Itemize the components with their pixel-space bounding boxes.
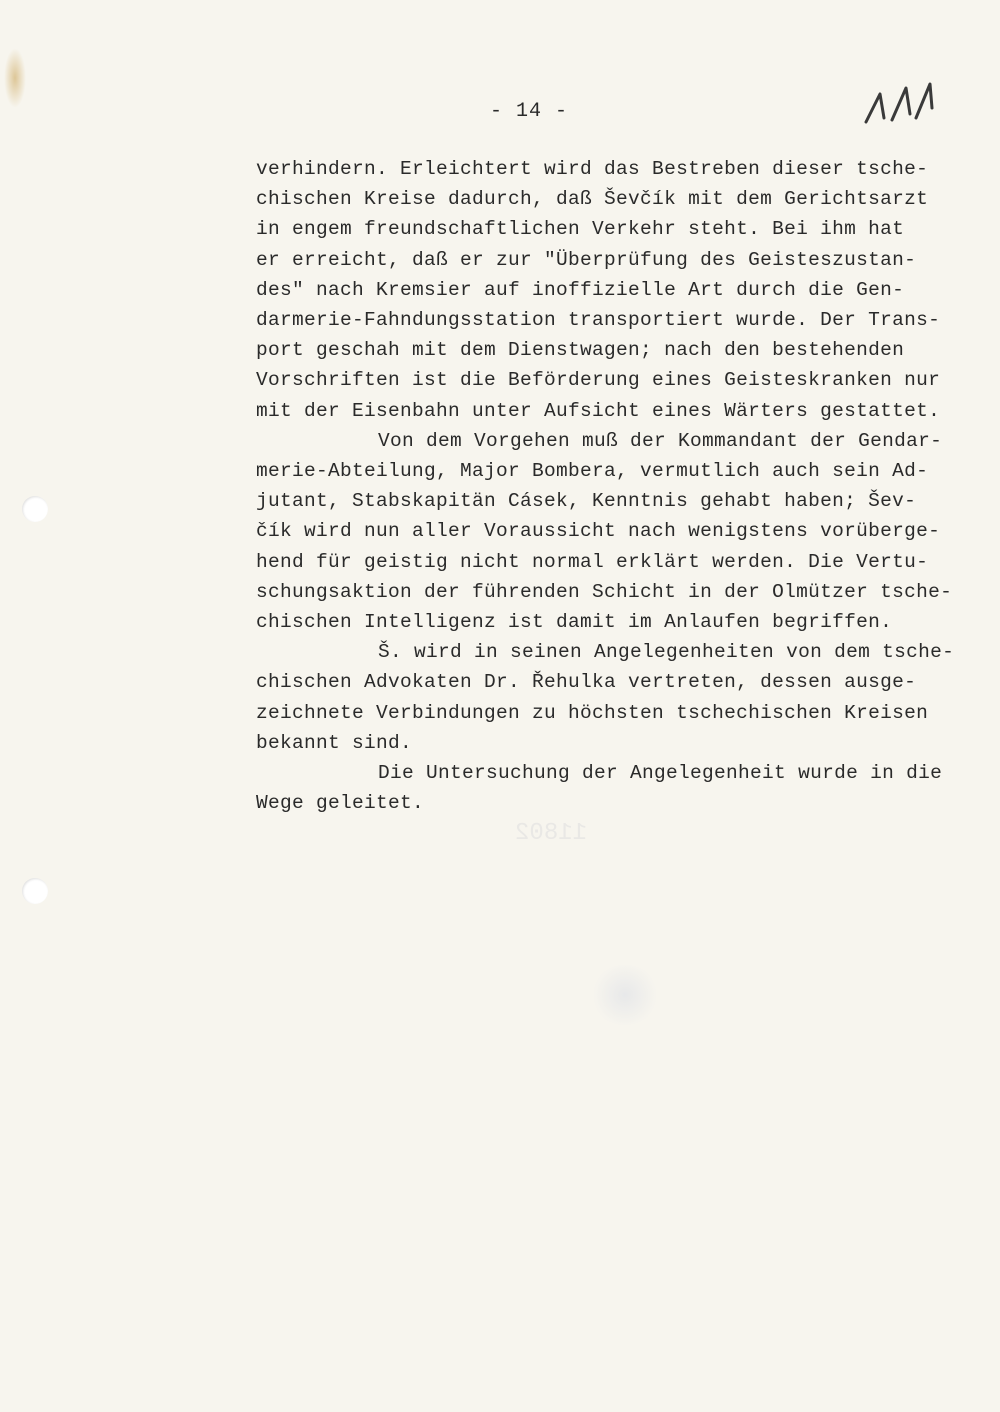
page-number: - 14 - — [490, 100, 569, 123]
text-line: zeichnete Verbindungen zu höchsten tschechischen Kreisen — [256, 701, 929, 724]
text-line: chischen Advokaten Dr. Řehulka vertreten, dessen ausge- — [256, 671, 917, 694]
text-line: čík wird nun aller Voraussicht nach wenigstens vorüberge- — [256, 520, 941, 543]
faint-seal-mark — [590, 965, 660, 1025]
text-line: chischen Intelligenz ist damit im Anlaufen begriffen. — [256, 611, 893, 634]
faint-stamp-mark: 11802 — [515, 820, 588, 847]
text-line: verhindern. Erleichtert wird das Bestreben dieser tsche- — [256, 158, 929, 180]
punch-hole-top — [22, 496, 48, 522]
text-line: chischen Kreise dadurch, daß Ševčík mit dem Gerichtsarzt — [256, 188, 929, 211]
text-line: Vorschriften ist die Beförderung eines Geisteskranken nur — [256, 369, 941, 392]
handwritten-folio-number — [858, 78, 938, 128]
text-line: jutant, Stabskapitän Cásek, Kenntnis gehabt haben; Šev- — [256, 490, 917, 513]
text-line: schungsaktion der führenden Schicht in der Olmützer tsche- — [256, 580, 953, 603]
text-line: Wege geleitet. — [256, 792, 425, 815]
paper-stain — [4, 48, 26, 108]
text-line: in engem freundschaftlichen Verkehr steht. Bei ihm hat — [256, 218, 905, 241]
text-line: er erreicht, daß er zur "Überprüfung des Geisteszustan- — [256, 248, 917, 271]
text-line: merie-Abteilung, Major Bombera, vermutlich auch sein Ad- — [256, 460, 929, 483]
text-line: darmerie-Fahndungsstation transportiert wurde. Der Trans- — [256, 309, 941, 332]
punch-hole-bottom — [22, 878, 48, 904]
text-line: mit der Eisenbahn unter Aufsicht eines Wärters gestattet. — [256, 399, 941, 422]
text-line: bekannt sind. — [256, 731, 413, 754]
body-text — [256, 154, 976, 818]
text-line: hend für geistig nicht normal erklärt werden. Die Vertu- — [256, 550, 929, 573]
text-line: Die Untersuchung der Angelegenheit wurde in die — [378, 762, 943, 785]
text-line: des" nach Kremsier auf inoffizielle Art durch die Gen- — [256, 278, 905, 301]
text-line: Š. wird in seinen Angelegenheiten von dem tsche- — [378, 641, 955, 664]
text-line: Von dem Vorgehen muß der Kommandant der Gendar- — [378, 429, 943, 452]
text-line: port geschah mit dem Dienstwagen; nach den bestehenden — [256, 339, 905, 362]
